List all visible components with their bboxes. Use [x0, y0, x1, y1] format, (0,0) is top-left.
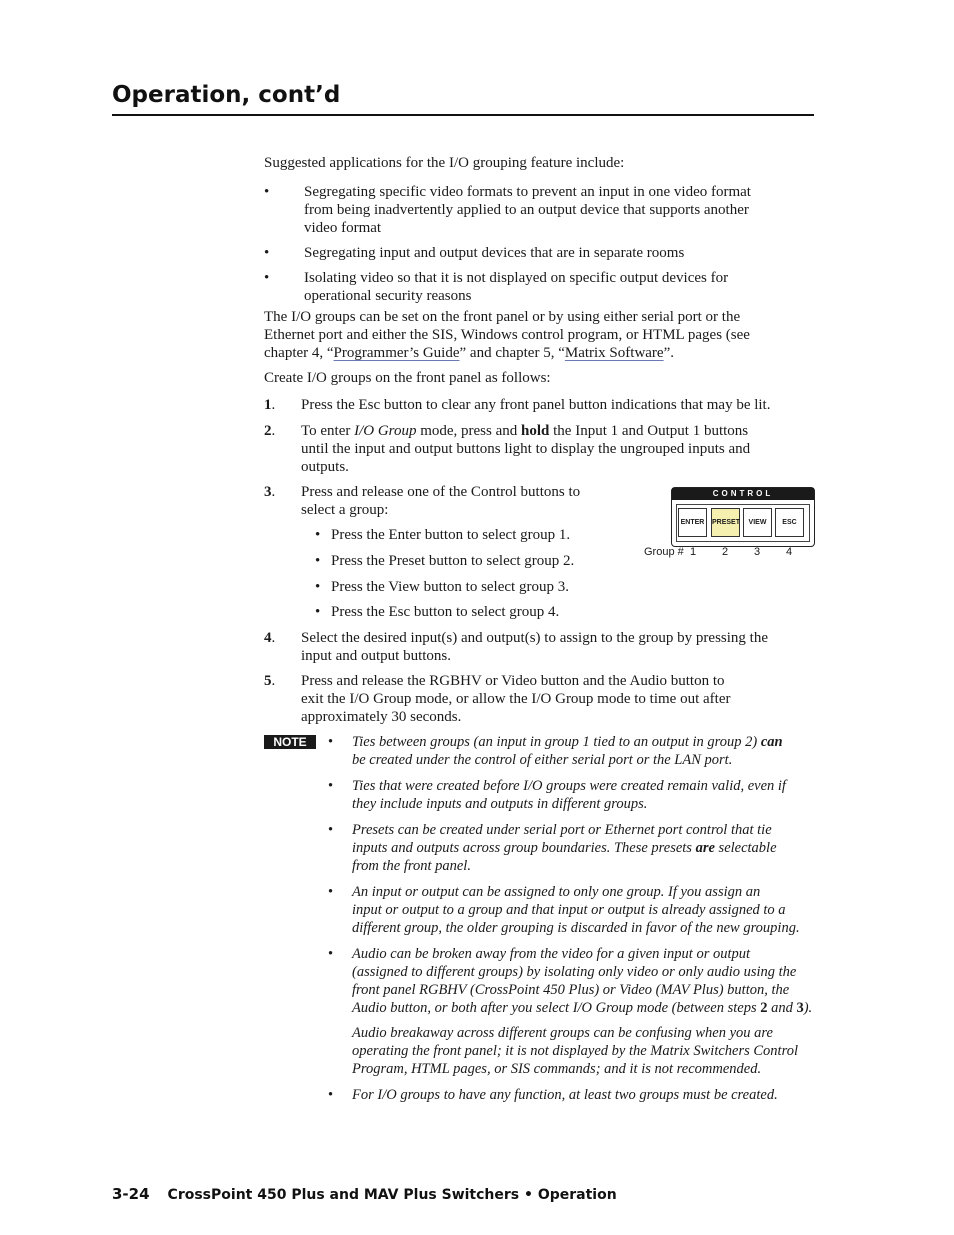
intro-paragraph: Suggested applications for the I/O grouping feature include:	[264, 155, 625, 171]
preset-button: PRESET	[711, 508, 740, 537]
page-title: Operation, cont’d	[112, 82, 341, 108]
page-footer	[112, 1185, 617, 1203]
control-panel-diagram	[671, 487, 815, 547]
note-badge: NOTE	[264, 735, 316, 749]
group-number: 2	[722, 546, 729, 558]
create-groups-paragraph: Create I/O groups on the front panel as follows:	[264, 370, 551, 386]
header-rule	[112, 114, 814, 116]
view-button: VIEW	[743, 508, 772, 537]
enter-button: ENTER	[678, 508, 707, 537]
page-number: 3-24	[112, 1185, 150, 1203]
group-number: 3	[754, 546, 761, 558]
esc-button: ESC	[775, 508, 804, 537]
group-number: 1	[690, 546, 697, 558]
group-number: 4	[786, 546, 793, 558]
io-groups-paragraph: The I/O groups can be set on the front panel or by using either serial port or the Ethernet port and either the SIS, Windows control program, or HTML pages (see chapter 4, “Programmer’s Guide” and chapter 5, “Matrix Software”.	[264, 309, 750, 361]
footer-title: CrossPoint 450 Plus and MAV Plus Switchers • Operation	[167, 1187, 617, 1203]
matrix-software-link[interactable]: Matrix Software	[564, 345, 664, 361]
programmers-guide-link[interactable]: Programmer’s Guide	[333, 345, 460, 361]
control-panel-title: CONTROL	[672, 488, 814, 500]
group-label: Group #	[644, 546, 684, 558]
